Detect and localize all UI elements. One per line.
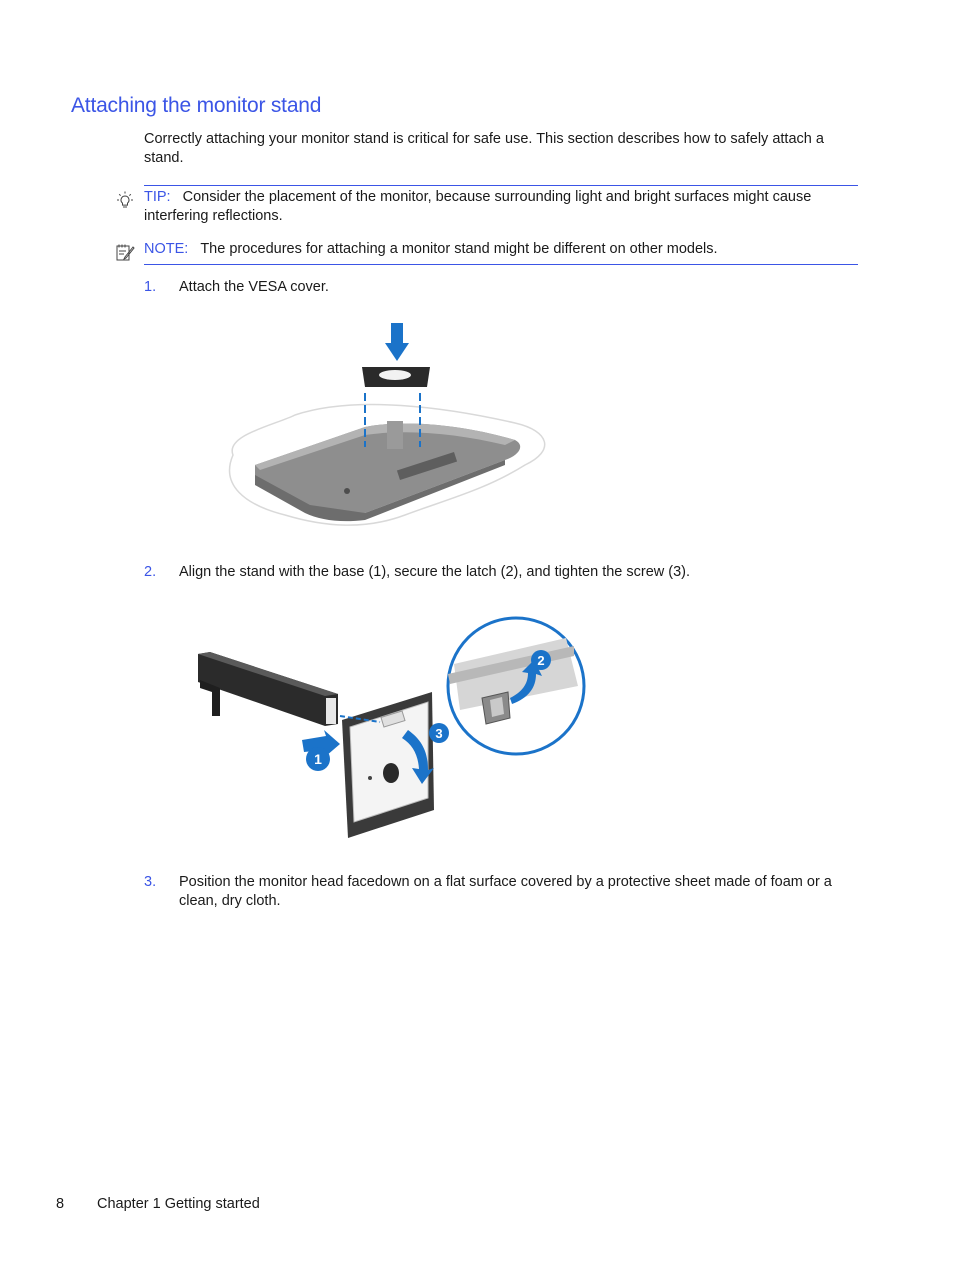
vesa-cover-illustration — [215, 315, 555, 540]
step-text: Attach the VESA cover. — [179, 279, 329, 295]
step-text: Align the stand with the base (1), secure the latch (2), and tighten the screw (3). — [179, 564, 691, 580]
step-number: 1. — [144, 279, 157, 295]
svg-text:2: 2 — [537, 653, 545, 668]
callout-3 — [429, 723, 449, 743]
page-footer — [56, 1195, 260, 1214]
callout-2 — [531, 650, 551, 670]
tip-text: Consider the placement of the monitor, because surrounding light and bright surfaces might cause interfering reflections. — [144, 189, 812, 224]
intro-paragraph: Correctly attaching your monitor stand is critical for safe use. This section describes how to safely attach a stand. — [144, 131, 824, 166]
lightbulb-icon — [114, 190, 136, 212]
callout-1 — [306, 747, 330, 771]
note-text: The procedures for attaching a monitor stand might be different on other models. — [200, 241, 718, 257]
step-number: 3. — [144, 874, 157, 890]
section-title: Attaching the monitor stand — [71, 94, 322, 117]
note-label: NOTE: — [144, 241, 189, 257]
tip-box — [144, 185, 858, 226]
svg-text:3: 3 — [435, 726, 443, 741]
page-number: 8 — [56, 1196, 65, 1212]
note-box — [144, 240, 858, 265]
stand-assembly-illustration — [190, 612, 590, 844]
tip-label: TIP: — [144, 189, 171, 205]
chapter-title: Chapter 1 Getting started — [97, 1196, 260, 1212]
note-pad-icon — [114, 242, 136, 264]
step-number: 2. — [144, 564, 157, 580]
step-text: Position the monitor head facedown on a flat surface covered by a protective sheet made of foam or a clean, dry cloth. — [179, 874, 832, 909]
svg-text:1: 1 — [314, 751, 322, 767]
